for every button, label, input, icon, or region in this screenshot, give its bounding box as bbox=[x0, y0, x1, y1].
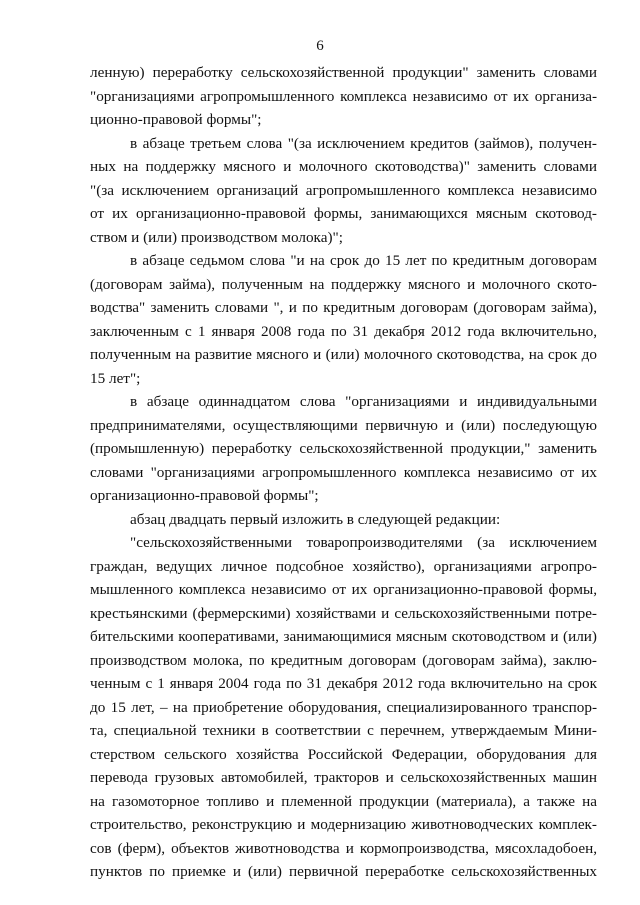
text-line: полученным на развитие мясного и (или) молочного скотоводства, на срок до bbox=[90, 346, 597, 363]
text-line: в абзаце одиннадцатом слова "организациями и индивидуальными bbox=[130, 393, 597, 410]
text-line: бительскими кооперативами, занимающимися мясным скотоводством и (или) bbox=[90, 628, 597, 645]
text-line: мышленного комплекса независимо от их организационно-правовой формы, bbox=[90, 581, 597, 598]
text-line: (промышленную) переработку сельскохозяйственной продукции," заменить bbox=[90, 440, 597, 457]
text-line: 15 лет"; bbox=[90, 369, 141, 387]
text-line: строительство, реконструкцию и модернизацию животноводческих комплек- bbox=[90, 816, 597, 833]
text-line: ченным с 1 января 2004 года по 31 декабря 2012 года включительно на срок bbox=[90, 675, 597, 692]
text-line: ленную) переработку сельскохозяйственной продукции" заменить словами bbox=[90, 64, 597, 81]
text-line: граждан, ведущих личное подсобное хозяйство), организациями агропро- bbox=[90, 557, 597, 575]
text-line: предпринимателями, осуществляющими первичную и (или) последующую bbox=[90, 416, 597, 434]
text-line: абзац двадцать первый изложить в следующей редакции: bbox=[130, 510, 501, 528]
text-line: ных на поддержку мясного и молочного скотоводства)" заменить словами bbox=[90, 158, 597, 175]
text-line: пунктов по приемке и (или) первичной переработке сельскохозяйственных bbox=[90, 863, 597, 880]
text-line: ством и (или) производством молока)"; bbox=[90, 228, 343, 246]
text-line: та, специальной техники в соответствии с перечнем, утверждаемым Мини- bbox=[90, 722, 597, 739]
text-line: водства" заменить словами ", и по кредитным договорам (договорам займа), bbox=[90, 299, 597, 316]
text-line: организационно-правовой формы"; bbox=[90, 487, 319, 504]
text-line: словами "организациями агропромышленного комплекса независимо от их bbox=[90, 463, 597, 481]
text-line: производством молока, по кредитным договорам (договорам займа), заклю- bbox=[90, 651, 597, 669]
text-line: (договорам займа), полученным на поддержку мясного и молочного ското- bbox=[90, 275, 597, 293]
text-line: крестьянскими (фермерскими) хозяйствами и сельскохозяйственными потре- bbox=[90, 604, 597, 622]
text-line: сов (ферм), объектов животноводства и кормопроизводства, мясохладобоен, bbox=[90, 839, 597, 857]
text-line: "организациями агропромышленного комплекса независимо от их организа- bbox=[90, 87, 597, 105]
text-line: на газомоторное топливо и племенной продукции (материала), а также на bbox=[90, 792, 597, 810]
text-line: "сельскохозяйственными товаропроизводителями (за исключением bbox=[130, 534, 597, 551]
text-line: в абзаце третьем слова "(за исключением кредитов (займов), получен- bbox=[130, 134, 597, 152]
text-line: перевода грузовых автомобилей, тракторов и сельскохозяйственных машин bbox=[90, 769, 597, 786]
text-line: "(за исключением организаций агропромышленного комплекса независимо bbox=[90, 181, 597, 199]
text-line: заключенным с 1 января 2008 года по 31 декабря 2012 года включительно, bbox=[90, 322, 597, 340]
document-body bbox=[90, 61, 597, 884]
text-line: в абзаце седьмом слова "и на срок до 15 лет по кредитным договорам bbox=[130, 252, 597, 269]
page-number: 6 bbox=[316, 38, 324, 54]
text-line: от их организационно-правовой формы, занимающихся мясным скотовод- bbox=[90, 205, 597, 222]
text-line: до 15 лет, – на приобретение оборудования, специализированного транспор- bbox=[90, 698, 597, 716]
text-line: ционно-правовой формы"; bbox=[90, 111, 262, 128]
text-line: стерством сельского хозяйства Российской Федерации, оборудования для bbox=[90, 745, 597, 763]
